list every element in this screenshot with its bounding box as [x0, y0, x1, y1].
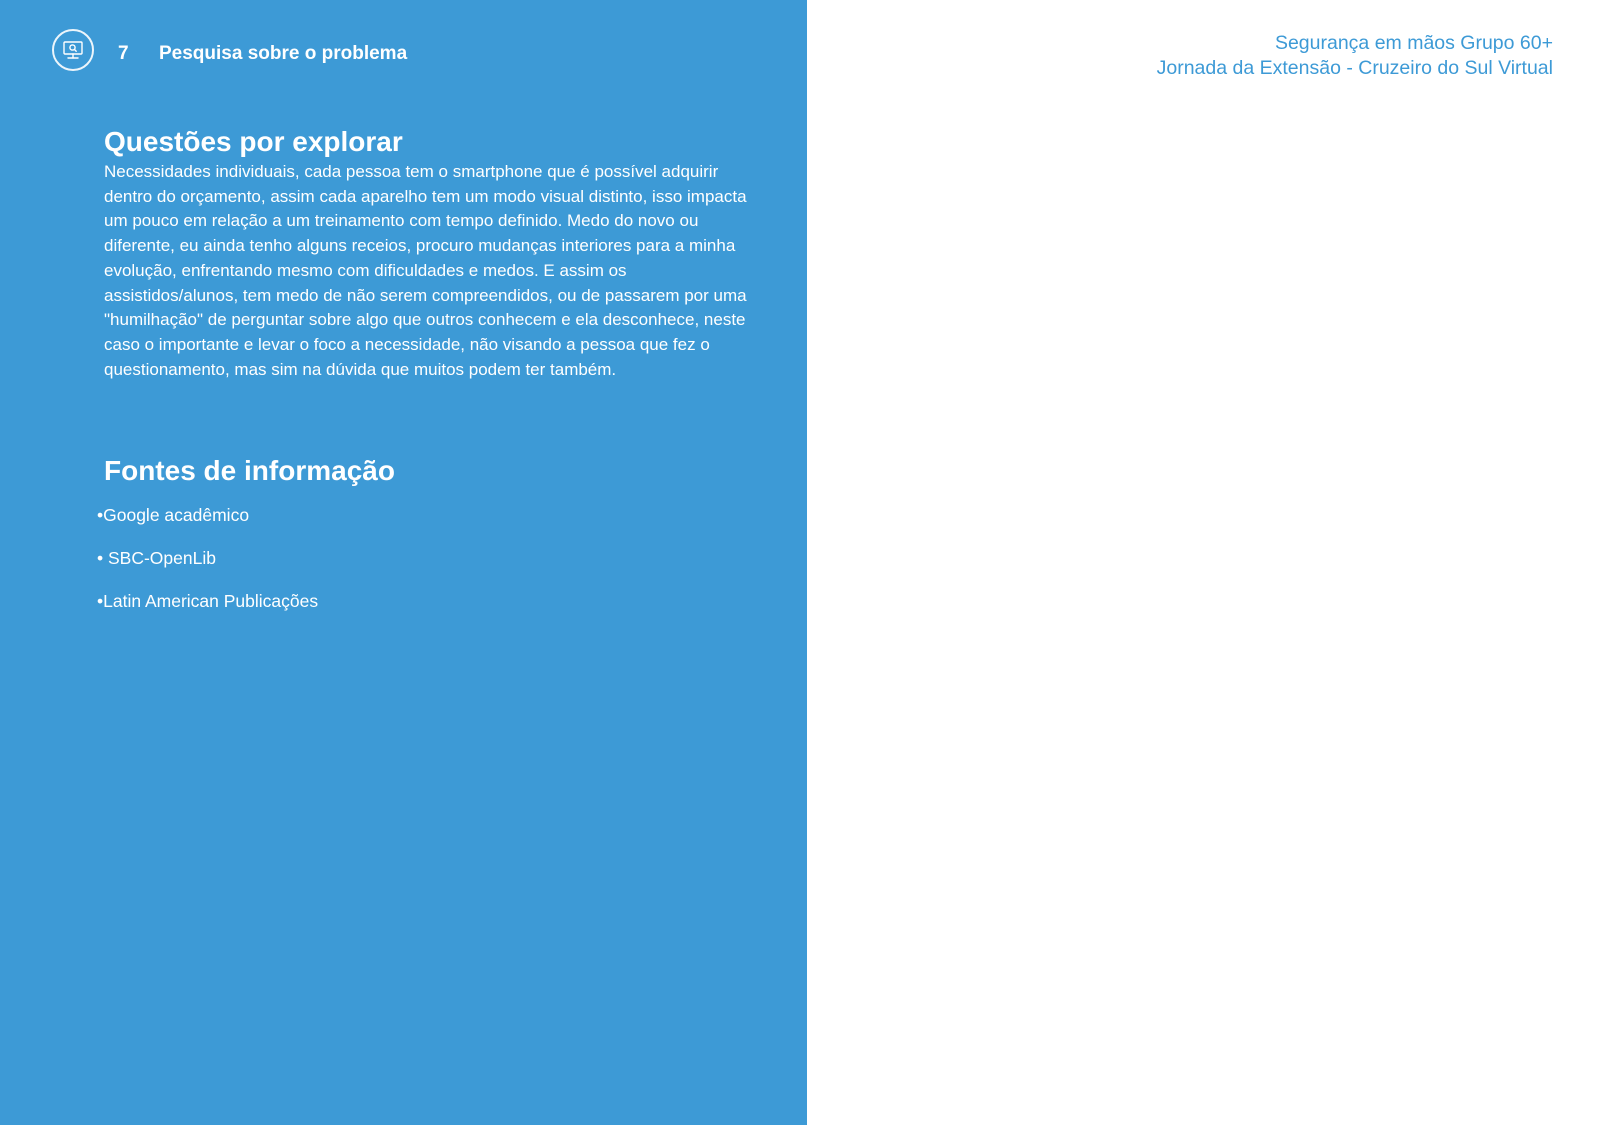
section-title: Pesquisa sobre o problema: [159, 43, 408, 64]
sources-list: [97, 504, 318, 633]
header-program-title: Jornada da Extensão - Cruzeiro do Sul Virtual: [1156, 57, 1553, 79]
questions-section: [104, 124, 754, 382]
list-item: •Google acadêmico: [97, 505, 250, 525]
questions-body: Necessidades individuais, cada pessoa tem o smartphone que é possível adquirir dentro do orçamento, assim cada aparelho tem um modo visual distinto, isso impacta um pouco em relação a um treinamento com tempo definido. Medo do novo ou diferente, eu ainda tenho alguns receios, procuro mudanças interiores para a minha evolução, enfrentando mesmo com dificuldades e medos. E assim os assistidos/alunos, tem medo de não serem compreendidos, ou de passarem por uma "humilhação" de perguntar sobre algo que outros conhecem e ela desconhece, neste caso o importante e levar o foco a necessidade, não visando a pessoa que fez o questionamento, mas sim na dúvida que muitos podem ter também.: [104, 162, 747, 379]
list-item: •Latin American Publicações: [97, 591, 319, 611]
questions-heading: Questões por explorar: [104, 126, 403, 157]
monitor-search-icon: [52, 29, 94, 71]
document-header: [1157, 31, 1553, 81]
list-item: • SBC-OpenLib: [97, 548, 216, 568]
sources-heading: Fontes de informação: [104, 455, 395, 486]
header-project-title: Segurança em mãos Grupo 60+: [1274, 32, 1553, 54]
section-number: 7: [118, 43, 129, 64]
